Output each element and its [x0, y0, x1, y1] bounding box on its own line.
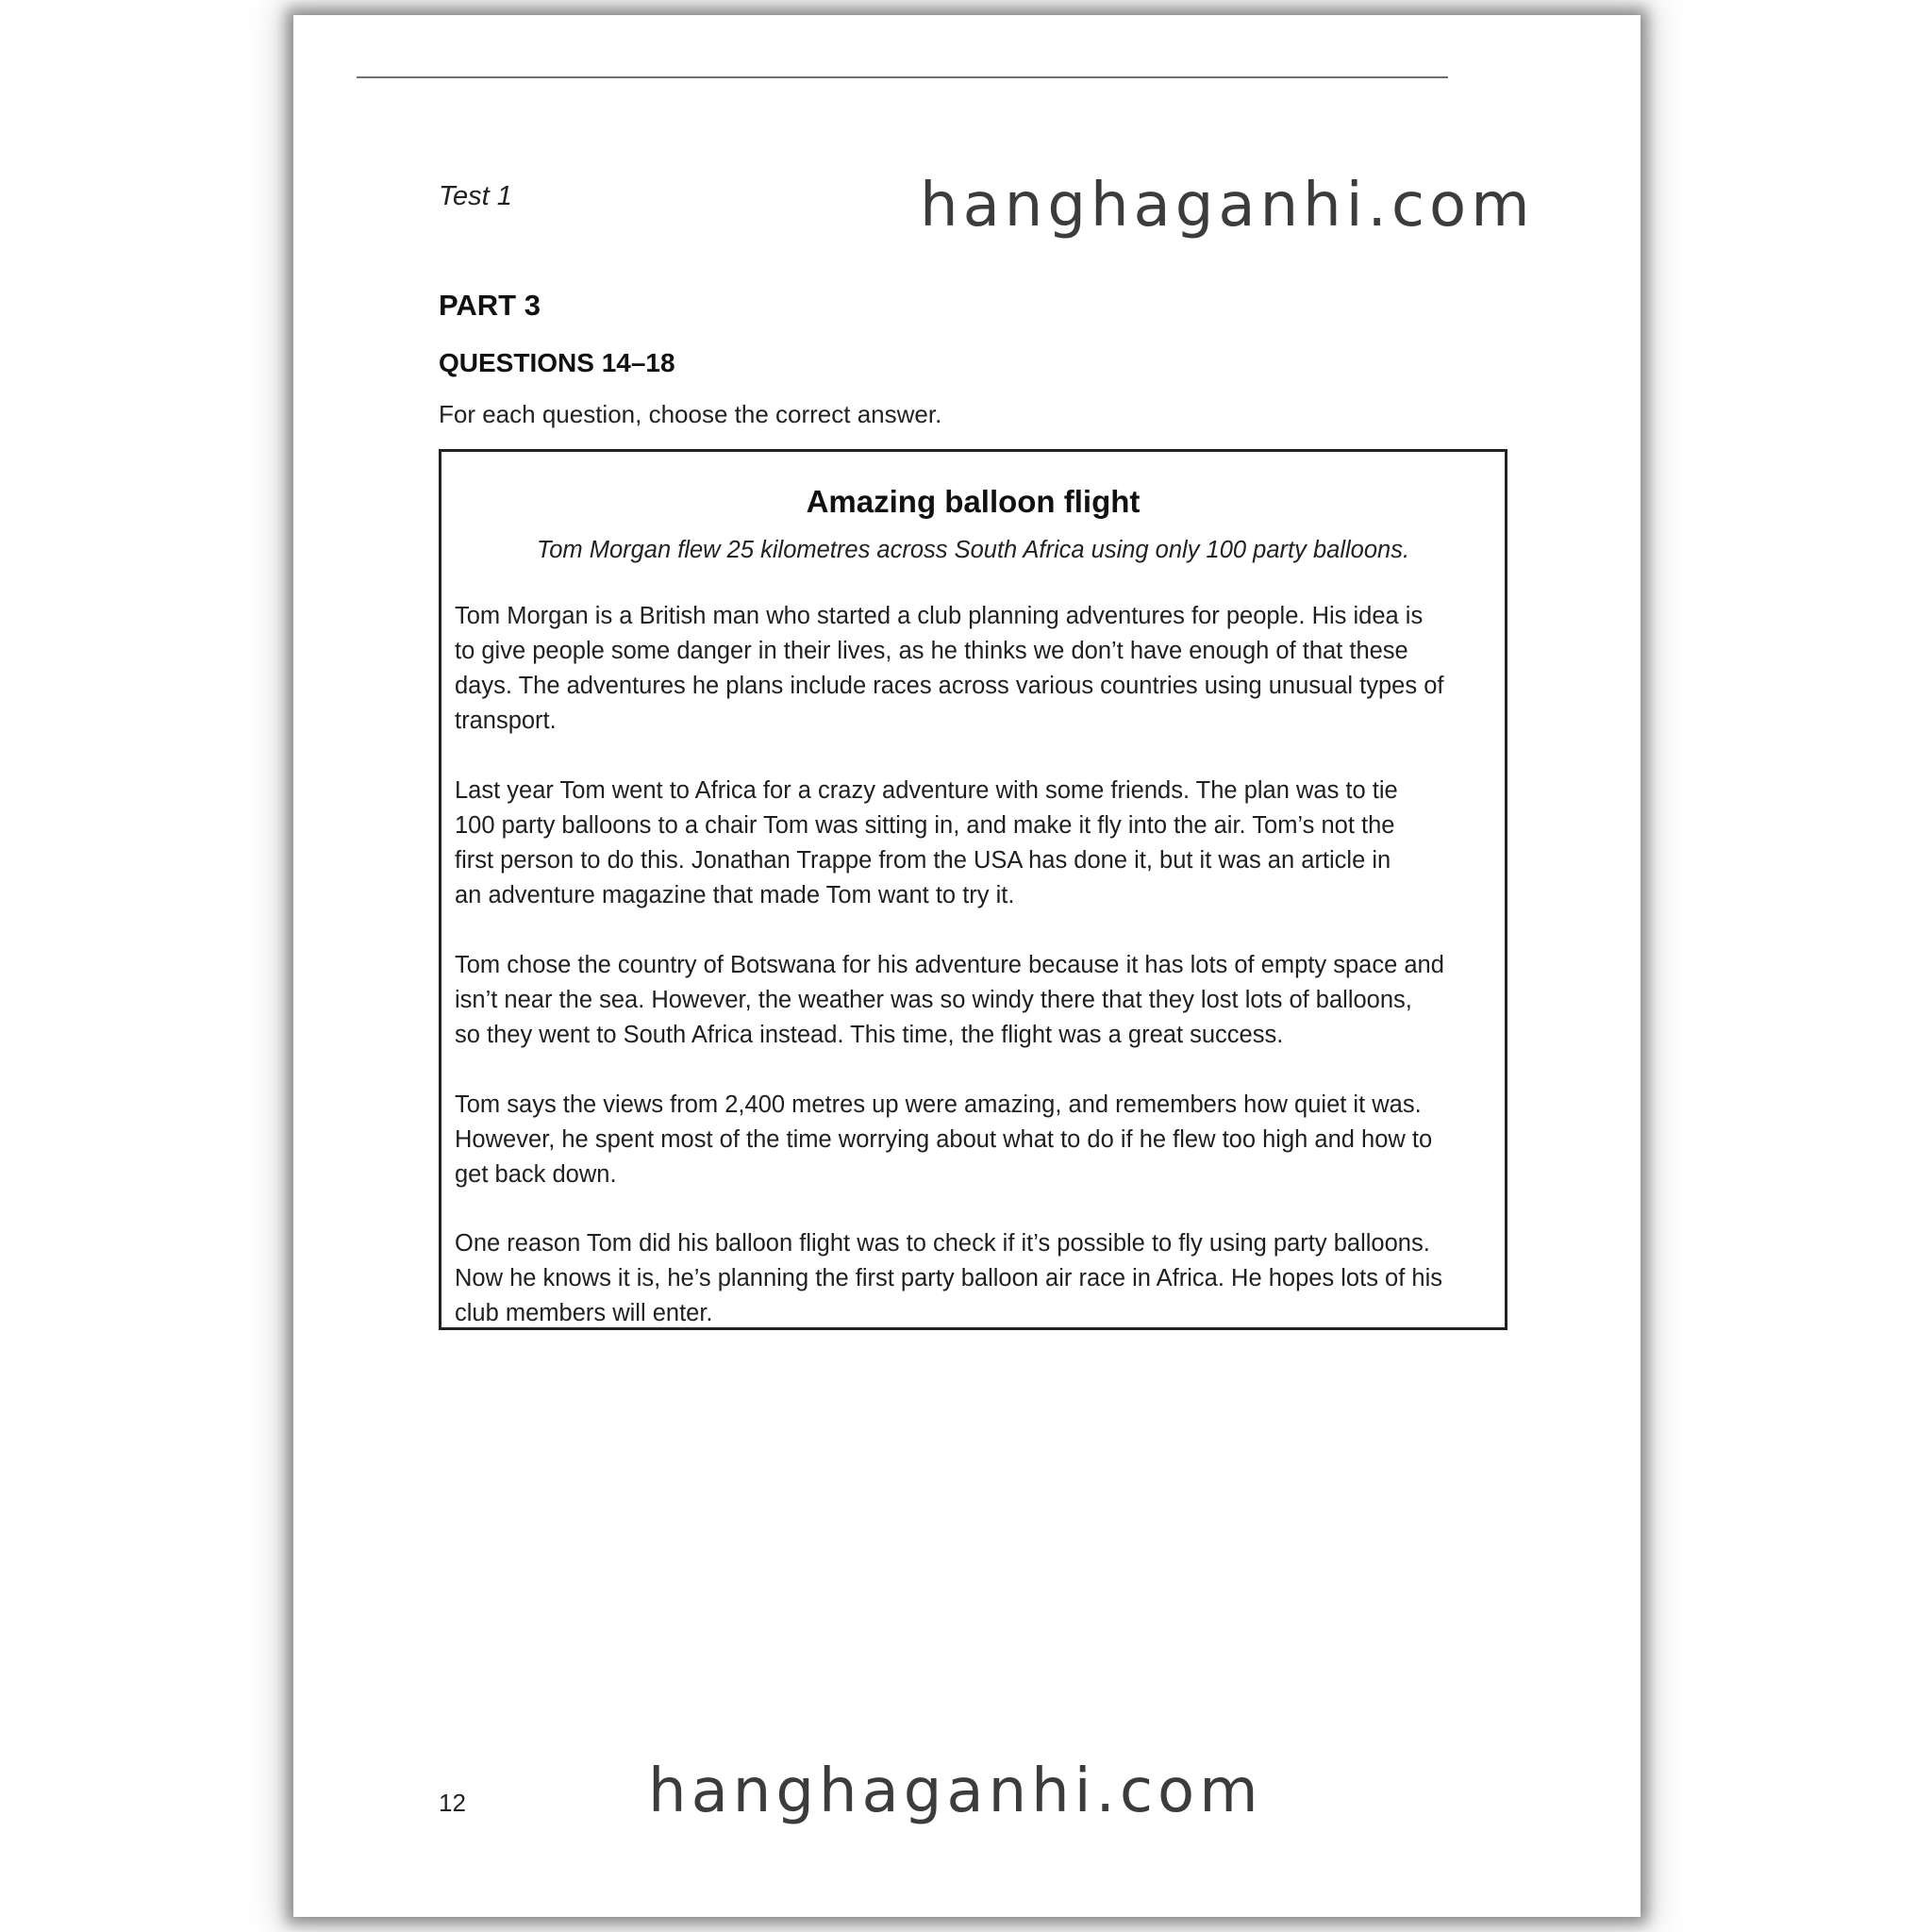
article-paragraph — [455, 1088, 1494, 1192]
paragraph-line: get back down. — [455, 1161, 617, 1188]
paragraph-line: One reason Tom did his balloon flight was to check if it’s possible to fly using party balloons. — [455, 1230, 1430, 1257]
paragraph-line: Tom chose the country of Botswana for his adventure because it has lots of empty space and — [455, 952, 1444, 978]
page-number: 12 — [439, 1789, 466, 1817]
header-rule — [357, 76, 1448, 78]
paragraph-line: However, he spent most of the time worrying about what to do if he flew too high and how to — [455, 1126, 1433, 1153]
watermark-top: hanghaganhi.com — [920, 171, 1535, 241]
article-paragraph — [455, 948, 1494, 1053]
paragraph-line: transport. — [455, 708, 557, 734]
paragraph-line: Last year Tom went to Africa for a crazy adventure with some friends. The plan was to tie — [455, 777, 1398, 804]
article-paragraph — [455, 599, 1494, 739]
questions-heading: QUESTIONS 14–18 — [439, 348, 675, 377]
article-paragraph — [455, 774, 1494, 913]
paragraph-line: club members will enter. — [455, 1300, 713, 1326]
paragraph-line: first person to do this. Jonathan Trappe from the USA has done it, but it was an article in — [455, 847, 1391, 874]
paragraph-line: Tom says the views from 2,400 metres up were amazing, and remembers how quiet it was. — [455, 1091, 1422, 1118]
paragraph-line: so they went to South Africa instead. This time, the flight was a great success. — [455, 1022, 1284, 1048]
instruction-text: For each question, choose the correct answer. — [439, 400, 942, 428]
paragraph-line: Now he knows it is, he’s planning the first party balloon air race in Africa. He hopes lots of his — [455, 1265, 1442, 1291]
article-paragraph — [455, 1226, 1494, 1331]
paragraph-line: an adventure magazine that made Tom want to try it. — [455, 882, 1015, 908]
paragraph-line: isn’t near the sea. However, the weather was so windy there that they lost lots of balloons, — [455, 987, 1412, 1013]
part-heading: PART 3 — [439, 289, 541, 322]
document-page — [293, 15, 1641, 1917]
article-subtitle: Tom Morgan flew 25 kilometres across South Africa using only 100 party balloons. — [536, 537, 1410, 563]
paragraph-line: days. The adventures he plans include races across various countries using unusual types of — [455, 673, 1444, 699]
paragraph-line: Tom Morgan is a British man who started a club planning adventures for people. His idea is — [455, 603, 1424, 629]
test-label: Test 1 — [439, 181, 512, 211]
article-box — [439, 449, 1507, 1330]
paragraph-line: to give people some danger in their lives, as he thinks we don’t have enough of that these — [455, 638, 1408, 664]
article-title: Amazing balloon flight — [806, 484, 1141, 519]
paragraph-line: 100 party balloons to a chair Tom was sitting in, and make it fly into the air. Tom’s not the — [455, 812, 1395, 839]
watermark-bottom: hanghaganhi.com — [648, 1757, 1263, 1826]
